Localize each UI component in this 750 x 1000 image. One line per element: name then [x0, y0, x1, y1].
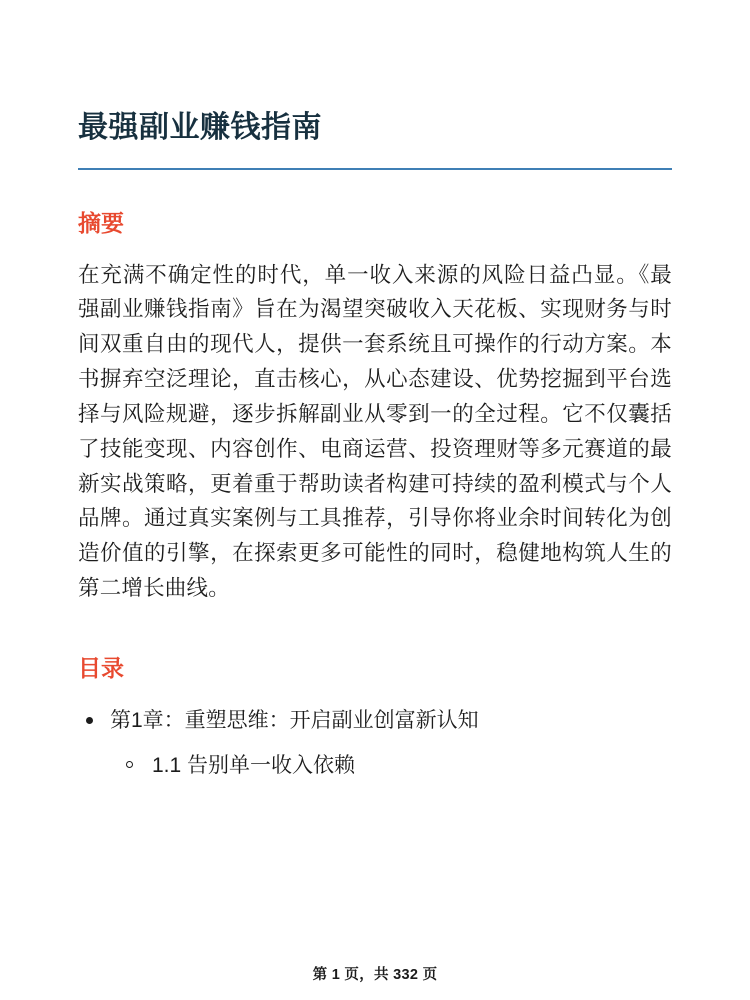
toc-chapter-label: 第1章：重塑思维：开启副业创富新认知: [110, 708, 479, 732]
abstract-heading: 摘要: [78, 210, 124, 236]
page-title: 最强副业赚钱指南: [78, 111, 322, 144]
abstract-body: 在充满不确定性的时代，单一收入来源的风险日益凸显。《最强副业赚钱指南》旨在为渴望突破收入天花板、实现财务与时间双重自由的现代人，提供一套系统且可操作的行动方案。本书摒弃空泛理论，直击核心，从心态建设、优势挖掘到平台选择与风险规避，逐步拆解副业从零到一的全过程。它不仅囊括了技能变现、内容创作、电商运营、投资理财等多元赛道的最新实战策略，更着重于帮助读者构建可持续的盈利模式与个人品牌。通过真实案例与工具推荐，引导你将业余时间转化为创造价值的引擎，在探索更多可能性的同时，稳健地构筑人生的第二增长曲线。: [78, 262, 672, 601]
title-divider: [78, 168, 672, 170]
toc-section-label: 1.1 告别单一收入依赖: [152, 754, 356, 778]
page-footer: 第 1 页，共 332 页: [312, 967, 438, 983]
toc-list: [78, 705, 672, 782]
toc-sublist: [110, 750, 672, 782]
toc-chapter-item[interactable]: [78, 705, 672, 782]
toc-section-item[interactable]: [110, 750, 672, 782]
bullet-dot-icon: [86, 717, 93, 724]
toc-heading: 目录: [78, 654, 124, 681]
bullet-circle-icon: [126, 761, 133, 768]
